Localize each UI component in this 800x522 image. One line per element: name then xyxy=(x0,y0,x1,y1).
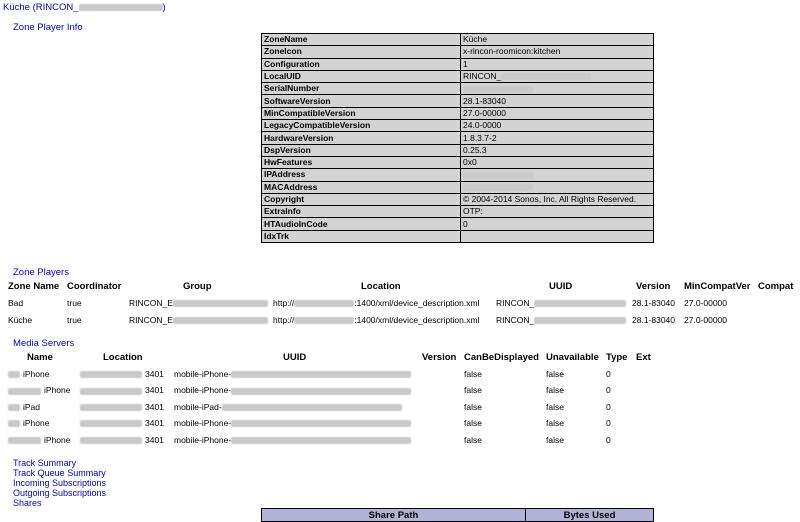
redacted-uuid xyxy=(222,404,402,411)
info-row xyxy=(262,120,654,132)
zone-players-link[interactable]: Zone Players xyxy=(13,267,69,278)
info-row xyxy=(262,181,654,193)
coordinator: true xyxy=(67,298,82,308)
group: RINCON_E xyxy=(129,298,268,308)
info-key: MinCompatibleVersion xyxy=(262,107,461,119)
shares-link[interactable]: Shares xyxy=(13,498,42,508)
info-row xyxy=(262,156,654,168)
outgoing-subscriptions-link[interactable]: Outgoing Subscriptions xyxy=(13,488,107,498)
server-uuid: mobile-iPhone- xyxy=(174,369,411,379)
info-row xyxy=(262,169,654,181)
header-location: Location xyxy=(361,281,401,292)
group: RINCON_E xyxy=(129,315,268,325)
header-group: Group xyxy=(183,281,212,292)
redacted-uuid xyxy=(231,388,411,395)
unavailable: false xyxy=(546,369,564,379)
server-location: 3401 xyxy=(80,418,164,428)
server-name: iPhone xyxy=(8,435,70,445)
server-uuid: mobile-iPhone- xyxy=(174,385,411,395)
info-key: LegacyCompatibleVersion xyxy=(262,120,461,132)
server-name: iPhone xyxy=(8,418,49,428)
info-value: 24.0-0000 xyxy=(461,120,654,132)
info-key: LocalUID xyxy=(262,70,461,82)
info-key: ZoneName xyxy=(262,34,461,46)
info-key: HardwareVersion xyxy=(262,132,461,144)
redacted-ip xyxy=(80,404,142,411)
info-row xyxy=(262,230,654,242)
server-location: 3401 xyxy=(80,385,164,395)
redacted-group xyxy=(173,300,268,307)
redacted-uuid xyxy=(534,300,626,307)
header-ext: Ext xyxy=(636,352,651,363)
info-key: IdxTrk xyxy=(262,230,461,242)
header-mincompatver: MinCompatVer xyxy=(684,281,751,292)
info-value: Küche xyxy=(461,34,654,46)
info-row xyxy=(262,218,654,230)
info-value: 1.8.3.7-2 xyxy=(461,132,654,144)
redacted-ip xyxy=(80,420,142,427)
zone-player-info-link[interactable]: Zone Player Info xyxy=(13,22,83,33)
info-key: ZoneIcon xyxy=(262,46,461,58)
info-row xyxy=(262,144,654,156)
info-value: RINCON_ xyxy=(461,70,654,82)
header-name: Name xyxy=(27,352,53,363)
info-value xyxy=(461,169,654,181)
zone-name: Bad xyxy=(8,298,24,308)
zone-title-suffix: ) xyxy=(162,2,166,13)
header-uuid: UUID xyxy=(283,352,307,363)
header-compat: Compat xyxy=(758,281,794,292)
info-key: SerialNumber xyxy=(262,83,461,95)
uuid: RINCON_ xyxy=(496,298,626,308)
track-summary-link[interactable]: Track Summary xyxy=(13,458,77,468)
location: http:// :1400/xml/device_description.xml xyxy=(273,315,480,325)
info-value: 0x0 xyxy=(461,156,654,168)
redacted-group xyxy=(173,317,268,324)
server-uuid: mobile-iPhone- xyxy=(174,418,411,428)
redacted-value xyxy=(463,184,533,191)
info-key: Configuration xyxy=(262,58,461,70)
redacted-ip xyxy=(294,300,354,307)
coordinator: true xyxy=(67,315,82,325)
info-key: DspVersion xyxy=(262,144,461,156)
server-location: 3401 xyxy=(80,402,164,412)
redacted-value xyxy=(463,172,533,179)
redacted-value xyxy=(501,73,591,80)
info-key: HwFeatures xyxy=(262,156,461,168)
shares-table-header xyxy=(261,508,654,522)
zone-title-link[interactable] xyxy=(3,2,166,13)
can-be-displayed: false xyxy=(464,418,482,429)
track-queue-summary-link[interactable]: Track Queue Summary xyxy=(13,468,106,478)
media-servers-link[interactable]: Media Servers xyxy=(13,338,75,349)
redacted-uuid xyxy=(231,437,411,444)
redacted-owner xyxy=(8,404,20,411)
summary-links xyxy=(13,458,106,508)
server-location: 3401 xyxy=(80,369,164,379)
location: http:// :1400/xml/device_description.xml xyxy=(273,298,480,308)
info-key: IPAddress xyxy=(262,169,461,181)
min-compat-version: 27.0-00000 xyxy=(684,298,728,308)
version: 28.1-83040 xyxy=(632,315,676,325)
info-value: 1 xyxy=(461,58,654,70)
redacted-value xyxy=(463,86,533,93)
can-be-displayed: false xyxy=(464,385,482,396)
header-version: Version xyxy=(422,352,457,363)
info-key: ExtraInfo xyxy=(262,206,461,218)
server-uuid: mobile-iPhone- xyxy=(174,435,411,445)
header-version: Version xyxy=(636,281,671,292)
info-key: MACAddress xyxy=(262,181,461,193)
header-unavailable: Unavailable xyxy=(546,352,599,363)
can-be-displayed: false xyxy=(464,369,482,379)
redacted-id xyxy=(79,4,163,11)
info-value: 28.1-83040 xyxy=(461,95,654,107)
incoming-subscriptions-link[interactable]: Incoming Subscriptions xyxy=(13,478,107,488)
info-row xyxy=(262,83,654,95)
info-row xyxy=(262,206,654,218)
server-name: iPhone xyxy=(8,385,70,395)
info-value xyxy=(461,230,654,242)
header-uuid: UUID xyxy=(549,281,573,292)
min-compat-version: 27.0-00000 xyxy=(684,315,728,325)
info-row xyxy=(262,46,654,58)
redacted-ip xyxy=(80,371,142,378)
info-row xyxy=(262,193,654,205)
server-name: iPhone xyxy=(8,369,49,379)
info-row xyxy=(262,34,654,46)
info-value: 27.0-00000 xyxy=(461,107,654,119)
header-can-be-displayed: CanBeDisplayed xyxy=(464,352,539,363)
server-type: 0 xyxy=(606,385,611,396)
redacted-owner xyxy=(8,388,41,395)
redacted-owner xyxy=(8,420,20,427)
redacted-ip xyxy=(80,437,142,444)
info-row xyxy=(262,70,654,82)
header-zone-name: Zone Name xyxy=(8,281,60,292)
server-type: 0 xyxy=(606,434,611,445)
zone-name: Küche xyxy=(8,315,33,325)
uuid: RINCON_ xyxy=(496,315,626,325)
info-value xyxy=(461,181,654,193)
info-value: OTP: xyxy=(461,206,654,218)
zone-title-prefix: Küche (RINCON_ xyxy=(3,2,79,13)
redacted-uuid xyxy=(231,420,411,427)
info-value: 0 xyxy=(461,218,654,230)
redacted-ip xyxy=(80,388,142,395)
info-row xyxy=(262,58,654,70)
info-value: x-rincon-roomicon:kitchen xyxy=(461,46,654,58)
unavailable: false xyxy=(546,434,564,445)
info-value: 0.25.3 xyxy=(461,144,654,156)
server-name: iPad xyxy=(8,402,40,412)
server-type: 0 xyxy=(606,401,611,412)
header-coordinator: Coordinator xyxy=(67,281,122,292)
redacted-ip xyxy=(294,317,354,324)
info-row xyxy=(262,107,654,119)
info-key: SoftwareVersion xyxy=(262,95,461,107)
info-key: Copyright xyxy=(262,193,461,205)
unavailable: false xyxy=(546,418,564,429)
header-share-path: Share Path xyxy=(262,509,526,521)
version: 28.1-83040 xyxy=(632,298,676,308)
info-value xyxy=(461,83,654,95)
info-key: HTAudioInCode xyxy=(262,218,461,230)
server-uuid: mobile-iPad- xyxy=(174,402,402,412)
redacted-uuid xyxy=(534,317,626,324)
header-location: Location xyxy=(103,352,143,363)
server-type: 0 xyxy=(606,418,611,429)
redacted-owner xyxy=(8,371,20,378)
info-row xyxy=(262,95,654,107)
zone-player-info-table xyxy=(261,33,654,243)
header-type: Type xyxy=(606,352,628,363)
redacted-uuid xyxy=(231,371,411,378)
server-type: 0 xyxy=(606,369,611,379)
info-value: © 2004-2014 Sonos, Inc. All Rights Reserved. xyxy=(461,193,654,205)
redacted-owner xyxy=(8,437,41,444)
can-be-displayed: false xyxy=(464,434,482,445)
header-bytes-used: Bytes Used xyxy=(563,510,616,521)
info-row xyxy=(262,132,654,144)
server-location: 3401 xyxy=(80,435,164,445)
unavailable: false xyxy=(546,385,564,396)
can-be-displayed: false xyxy=(464,401,482,412)
unavailable: false xyxy=(546,401,564,412)
